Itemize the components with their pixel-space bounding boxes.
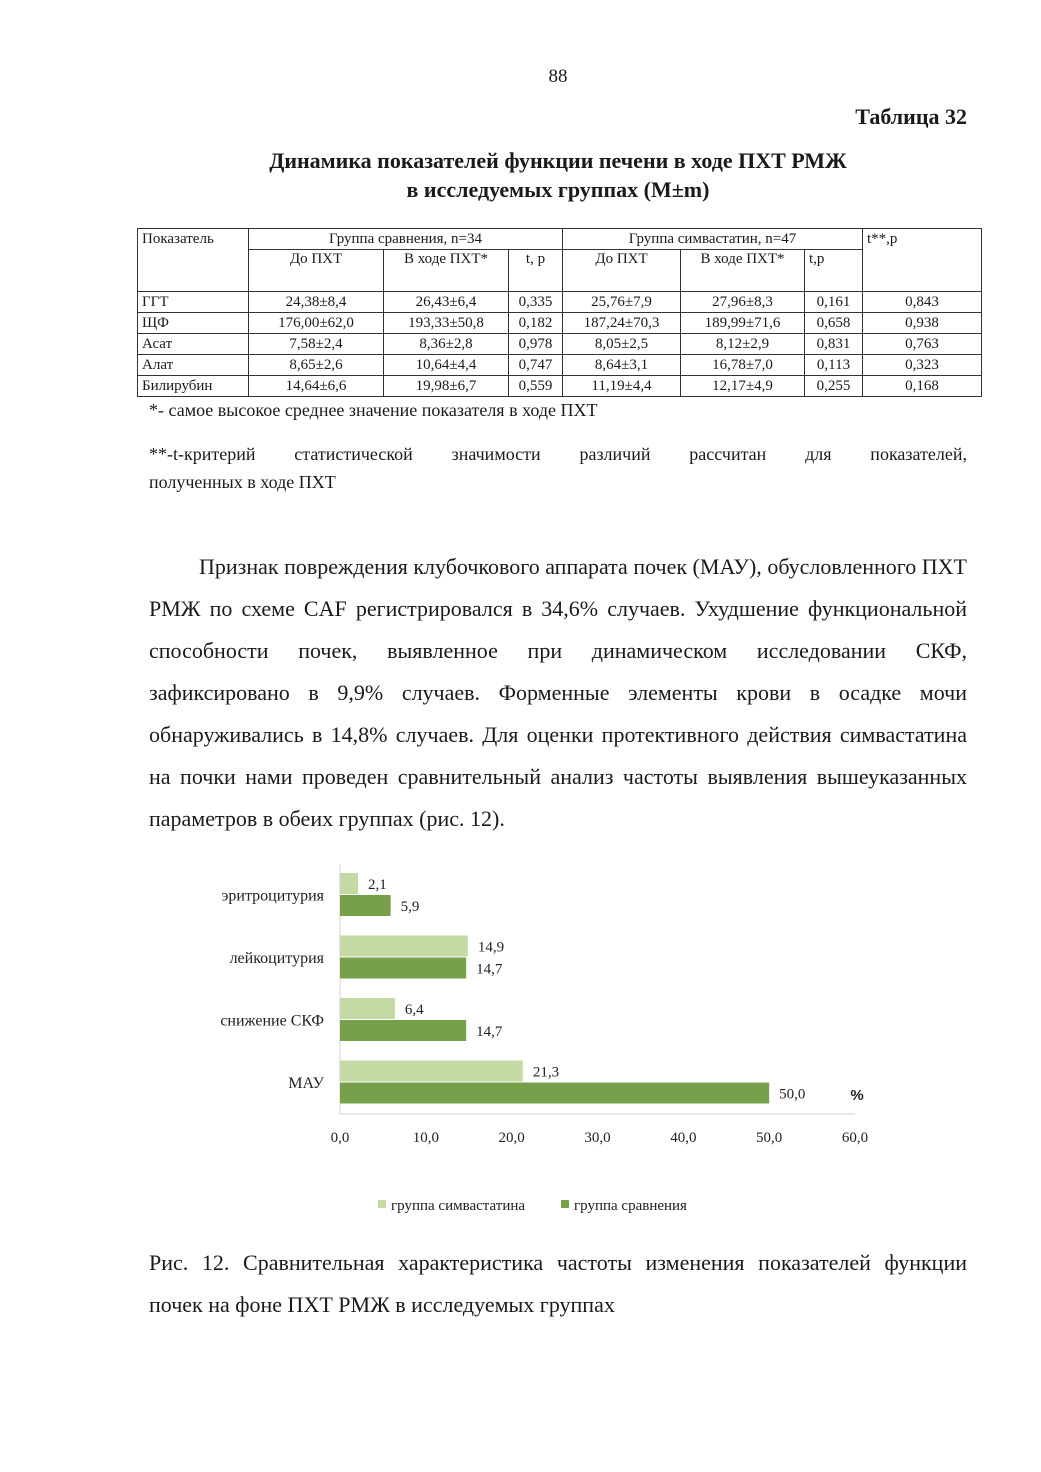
table-cell: 8,65±2,6 xyxy=(249,355,384,376)
table-title-line-1: Динамика показателей функции печени в ходе ПХТ РМЖ xyxy=(269,148,847,173)
table-cell: 0,938 xyxy=(863,313,982,334)
bar xyxy=(340,936,468,957)
header-indicator: Показатель xyxy=(138,229,249,292)
table-cell: 10,64±4,4 xyxy=(384,355,509,376)
data-label: 21,3 xyxy=(532,1064,560,1081)
subheader-cell: До ПХТ xyxy=(563,250,681,292)
bar xyxy=(340,1061,523,1082)
table-cell: 8,12±2,9 xyxy=(681,334,805,355)
data-label: 50,0 xyxy=(779,1086,806,1103)
table-cell: 176,00±62,0 xyxy=(249,313,384,334)
x-tick-label: 50,0 xyxy=(756,1130,783,1146)
table-cell: 0,763 xyxy=(863,334,982,355)
table-row xyxy=(138,334,982,355)
data-label: 14,7 xyxy=(476,1024,503,1040)
table-footnote-1: *- самое высокое среднее значение показателя в ходе ПХТ xyxy=(149,400,598,420)
table-cell: 0,559 xyxy=(509,376,563,397)
table-cell: 0,978 xyxy=(509,334,563,355)
table-row xyxy=(138,313,982,334)
data-label: 6,4 xyxy=(404,1002,424,1018)
table-cell: 0,113 xyxy=(805,355,863,376)
subheader-cell: t, p xyxy=(509,250,563,292)
legend-label: группа сравнения xyxy=(574,1198,687,1214)
table-cell: 26,43±6,4 xyxy=(384,292,509,313)
x-tick-label: 60,0 xyxy=(841,1130,869,1146)
table-cell: ЩФ xyxy=(138,313,249,334)
table-cell: ГГТ xyxy=(138,292,249,313)
subheader-cell: В ходе ПХТ* xyxy=(384,250,509,292)
subheader-cell: t,p xyxy=(805,250,863,292)
header-simvastatin-group: Группа симвастатин, n=47 xyxy=(563,229,863,250)
table-cell: 19,98±6,7 xyxy=(384,376,509,397)
table-cell: 189,99±71,6 xyxy=(681,313,805,334)
table-cell: 24,38±8,4 xyxy=(249,292,384,313)
x-tick-label: 30,0 xyxy=(584,1130,611,1146)
table-cell: 16,78±7,0 xyxy=(681,355,805,376)
table-cell: 8,64±3,1 xyxy=(563,355,681,376)
unit-label: % xyxy=(850,1087,864,1104)
x-tick-label: 0,0 xyxy=(330,1130,350,1146)
table-cell: 25,76±7,9 xyxy=(563,292,681,313)
table-row xyxy=(138,376,982,397)
table-cell: 0,831 xyxy=(805,334,863,355)
table-cell: 0,182 xyxy=(509,313,563,334)
table-footnote-2-line-1: **-t-критерий статистической значимости различий рассчитан для показателей, xyxy=(149,444,967,464)
category-label: эритроцитурия xyxy=(221,887,324,905)
bar xyxy=(340,958,466,979)
table-cell: 0,658 xyxy=(805,313,863,334)
legend-label: группа симвастатина xyxy=(391,1198,526,1214)
table-cell: 8,36±2,8 xyxy=(384,334,509,355)
table-cell: 11,19±4,4 xyxy=(563,376,681,397)
x-tick-label: 10,0 xyxy=(412,1130,439,1146)
table-header-row xyxy=(138,229,982,250)
legend-swatch xyxy=(561,1200,569,1208)
data-label: 14,7 xyxy=(476,961,503,978)
table-row xyxy=(138,355,982,376)
table-cell: Билирубин xyxy=(138,376,249,397)
data-label: 14,9 xyxy=(477,939,505,956)
table-title xyxy=(0,146,1041,204)
bar xyxy=(340,873,358,894)
table-cell: 187,24±70,3 xyxy=(563,313,681,334)
header-t-p: t**,p xyxy=(863,229,982,292)
subheader-cell: До ПХТ xyxy=(249,250,384,292)
bar xyxy=(340,1083,769,1104)
table-cell: 193,33±50,8 xyxy=(384,313,509,334)
legend-swatch xyxy=(378,1200,386,1208)
table-cell: 0,843 xyxy=(863,292,982,313)
table-cell: 0,168 xyxy=(863,376,982,397)
table-cell: Асат xyxy=(138,334,249,355)
header-comparison-group: Группа сравнения, n=34 xyxy=(249,229,563,250)
table-title-line-2: в исследуемых группах (M±m) xyxy=(406,177,710,202)
x-tick-label: 40,0 xyxy=(670,1130,697,1146)
bar xyxy=(340,895,391,916)
bar-chart xyxy=(150,850,910,1240)
table-cell: 27,96±8,3 xyxy=(681,292,805,313)
table-footnote-2-line-2: полученных в ходе ПХТ xyxy=(149,472,336,492)
bar xyxy=(340,1020,466,1041)
body-paragraph: Признак повреждения клубочкового аппарата почек (МАУ), обусловленного ПХТ РМЖ по схеме CAF регистрировался в 34,6% случаев. Ухудшение функциональной способности почек, выявленное при динамическом исследовании СКФ, зафиксировано в 9,9% случаев. Форменные элементы крови в осадке мочи обнаруживались в 14,8% случаев. Для оценки протективного действия симвастатина на почки нами проведен сравнительный анализ частоты выявления вышеуказанных параметров в обеих группах (рис. 12). xyxy=(149,554,967,831)
category-label: снижение СКФ xyxy=(220,1012,324,1030)
data-label: 5,9 xyxy=(400,899,420,915)
table-cell: 12,17±4,9 xyxy=(681,376,805,397)
table-cell: 7,58±2,4 xyxy=(249,334,384,355)
table-cell: 8,05±2,5 xyxy=(563,334,681,355)
table-cell: 0,255 xyxy=(805,376,863,397)
data-label: 2,1 xyxy=(368,877,387,893)
subheader-cell: В ходе ПХТ* xyxy=(681,250,805,292)
table-subheader-row xyxy=(138,250,982,292)
table-cell: Алат xyxy=(138,355,249,376)
category-label: лейкоцитурия xyxy=(229,949,324,967)
table-cell: 0,747 xyxy=(509,355,563,376)
table-row xyxy=(138,292,982,313)
category-label: МАУ xyxy=(288,1074,324,1092)
table-cell: 0,335 xyxy=(509,292,563,313)
figure-caption: Рис. 12. Сравнительная характеристика частоты изменения показателей функции почек на фоне ПХТ РМЖ в исследуемых группах xyxy=(149,1250,967,1317)
table-label: Таблица 32 xyxy=(855,104,967,129)
table-cell: 14,64±6,6 xyxy=(249,376,384,397)
liver-function-table xyxy=(137,228,982,397)
bar xyxy=(340,998,395,1019)
page-number: 88 xyxy=(548,66,568,87)
table-cell: 0,161 xyxy=(805,292,863,313)
x-tick-label: 20,0 xyxy=(498,1130,525,1146)
table-cell: 0,323 xyxy=(863,355,982,376)
